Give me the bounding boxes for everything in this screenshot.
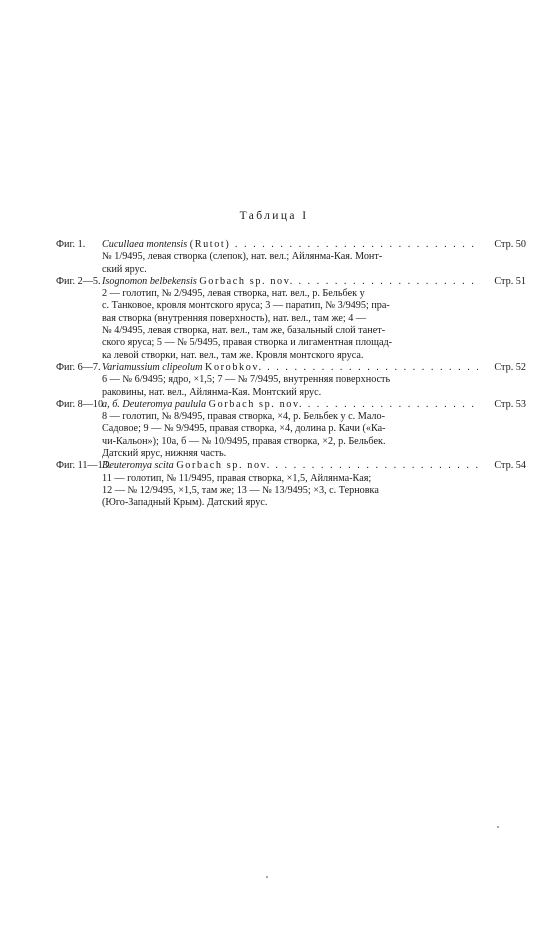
figure-number: Фиг. 1. (56, 239, 86, 250)
caption-line: Садовое; 9 — № 9/9495, правая створка, ×4, долина р. Качи («Ка- (102, 423, 386, 435)
taxon-author: Korobkov. (205, 361, 263, 373)
caption-entry-fig-11-13 (56, 460, 526, 509)
caption-line: чи-Кальон»); 10а, б — № 10/9495, правая створка, ×2, р. Бельбек. (102, 435, 386, 447)
caption-line: 2 — голотип, № 2/9495, левая створка, нат. вел., р. Бельбек у (102, 288, 365, 300)
caption-line: раковины, нат. вел., Айлянма-Кая. Монтский ярус. (102, 386, 322, 398)
taxon-author: Gorbach sp. nov. (208, 398, 304, 410)
figure-captions (56, 239, 526, 510)
caption-line: ский ярус. (102, 263, 147, 275)
scan-speck (266, 876, 268, 878)
caption-entry-fig-1 (56, 239, 526, 276)
caption-heading (102, 399, 478, 411)
page-reference: Стр. 53 (494, 398, 526, 410)
page-reference: Стр. 54 (494, 460, 526, 472)
caption-line: № 4/9495, левая створка, нат. вел., там же, базальный слой танет- (102, 325, 386, 337)
figure-number: Фиг. 8—10 (56, 398, 104, 410)
figure-number: Фиг. 6—7. (56, 361, 101, 373)
caption-line: 6 — № 6/9495; ядро, ×1,5; 7 — № 7/9495, внутренняя поверхность (102, 374, 391, 386)
caption-line: с. Танковое, кровля монтского яруса; 3 — паратип, № 3/9495; пра- (102, 300, 390, 312)
caption-line: № 1/9495, левая створка (слепок), нат. вел.; Айлянма-Кая. Монт- (102, 251, 383, 263)
figure-number: Фиг. 2—5. (56, 275, 101, 287)
taxon-name: Isognomon belbekensis (102, 275, 197, 287)
taxon-name: а, б. Deuteromya paulula (102, 398, 207, 410)
page-reference: Стр. 52 (494, 361, 526, 373)
figure-number: Фиг. 11—13. (56, 460, 111, 472)
taxon-author: (Rutot) (189, 239, 231, 250)
caption-line: 8 — голотип, № 8/9495, правая створка, ×4, р. Бельбек у с. Мало- (102, 411, 386, 423)
taxon-name: Deuteromya scita (102, 460, 174, 472)
caption-heading (102, 276, 478, 288)
caption-line: Датский ярус, нижняя часть. (102, 448, 227, 460)
plate-title: Таблица I (239, 210, 309, 222)
scan-speck (497, 826, 499, 828)
caption-entry-fig-2-5 (56, 276, 526, 362)
caption-entry-fig-8-10 (56, 399, 526, 460)
caption-line: 12 — № 12/9495, ×1,5, там же; 13 — № 13/9495; ×3, с. Терновка (102, 484, 379, 496)
caption-line: вая створка (внутренняя поверхность), нат. вел., там же; 4 — (102, 312, 367, 324)
page-reference: Стр. 51 (494, 275, 526, 287)
taxon-author: Gorbach sp. nov. (176, 460, 271, 472)
page-reference: Стр. 50 (494, 239, 526, 250)
taxon-author: Gorbach sp. nov. (199, 275, 294, 287)
caption-heading (102, 239, 478, 251)
caption-line: 11 — голотип, № 11/9495, правая створка, ×1,5, Айлянма-Кая; (102, 472, 372, 484)
caption-line: ка левой створки, нат. вел., там же. Кровля монтского яруса. (102, 349, 364, 361)
caption-line: (Юго-Западный Крым). Датский ярус. (102, 497, 268, 509)
caption-entry-fig-6-7 (56, 362, 526, 399)
taxon-name: Variamussium clipeolum (102, 361, 203, 373)
taxon-name: Cucullaea montensis (102, 239, 188, 250)
caption-heading (102, 362, 478, 374)
caption-heading (102, 460, 478, 472)
caption-line: ского яруса; 5 — № 5/9495, правая створка и лигаментная площад- (102, 337, 393, 349)
